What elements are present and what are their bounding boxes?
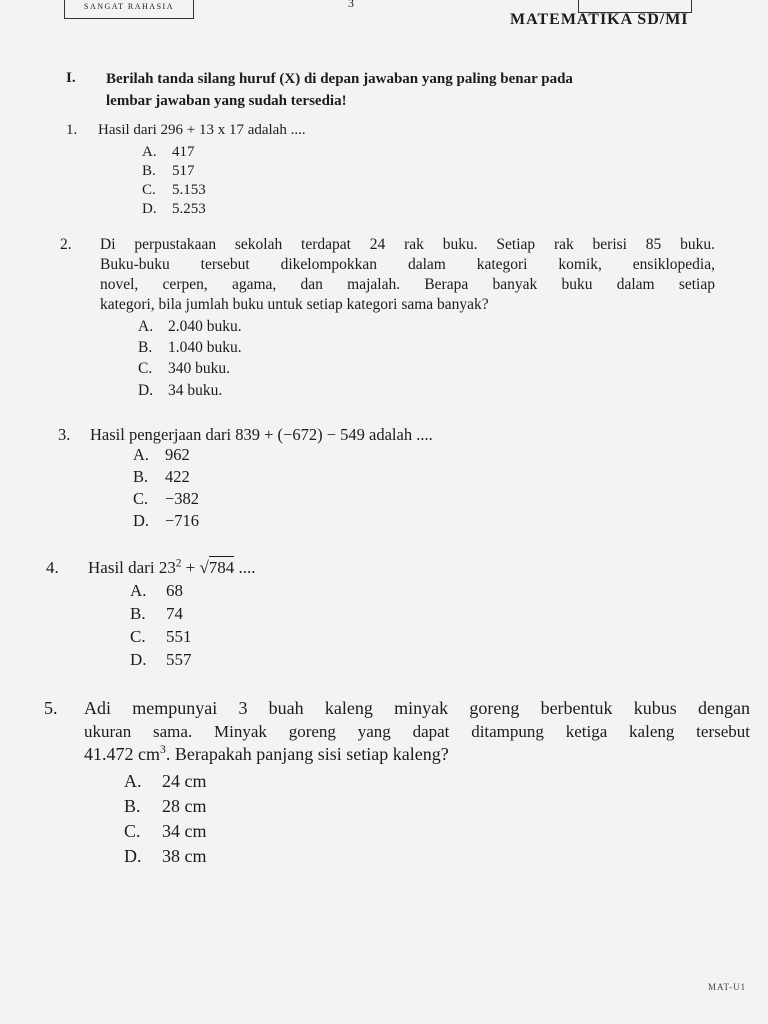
exponent: 2 [175,557,182,570]
section-number: I. [66,70,76,86]
subject-title: MATEMATIKA SD/MI [510,11,689,28]
option-text: 5.153 [172,182,206,198]
question-text-line [84,743,750,766]
option-label: B. [133,467,149,486]
option-label: A. [138,318,154,335]
option-label: D. [133,511,150,530]
question-text: Hasil dari 296 + 13 x 17 adalah .... [98,122,306,138]
option-text: 417 [172,144,195,160]
option-3a[interactable] [133,445,190,465]
option-text: −382 [165,489,200,508]
option-text: 34 cm [162,821,207,841]
option-label: B. [138,339,153,356]
option-4a[interactable] [130,581,183,601]
question-number: 5. [44,698,58,718]
question-text-line: Adi mempunyai 3 buah kaleng minyak goreng berbentuk kubus dengan [84,698,750,718]
option-1a[interactable] [142,144,195,161]
question-number: 2. [60,236,72,253]
option-text: 38 cm [162,846,207,866]
option-3b[interactable] [133,467,190,487]
option-5d[interactable] [124,846,207,867]
question-text-line: ukuran sama. Minyak goreng yang dapat ditampung ketiga kaleng tersebut [84,722,750,741]
page-number: 3 [348,0,354,10]
option-label: D. [142,201,157,217]
option-label: C. [142,182,156,198]
option-1c[interactable] [142,182,206,199]
option-label: C. [124,821,141,841]
option-5b[interactable] [124,796,207,817]
footer-code: MAT-U1 [708,982,747,992]
question-text-line: Buku-buku tersebut dikelompokkan dalam kategori komik, ensiklopedia, [100,256,715,273]
option-label: A. [124,771,142,791]
radicand: 784 [208,558,235,577]
option-label: A. [142,144,157,160]
exponent: 3 [160,743,166,756]
option-text: 551 [166,627,192,646]
option-text: 28 cm [162,796,207,816]
option-label: C. [130,627,146,646]
option-label: D. [124,846,142,866]
question-text: Hasil pengerjaan dari 839 + (−672) − 549 adalah .... [90,425,433,444]
option-text: 74 [166,604,183,623]
option-label: C. [133,489,149,508]
option-4b[interactable] [130,604,183,624]
option-label: B. [130,604,146,623]
option-text: −716 [165,511,200,530]
section-instruction [106,68,706,112]
option-text: 2.040 buku. [168,318,242,335]
option-1d[interactable] [142,201,206,218]
option-1b[interactable] [142,163,195,180]
option-text: 5.253 [172,201,206,217]
option-2d[interactable] [138,382,222,400]
confidential-stamp: SANGAT RAHASIA [64,0,194,19]
question-text [88,558,256,578]
square-root-symbol: √784 [199,558,235,577]
option-text: 24 cm [162,771,207,791]
option-label: A. [133,445,150,464]
instruction-line-2: lembar jawaban yang sudah tersedia! [106,93,347,109]
option-text: 340 buku. [168,360,230,377]
question-text-line: novel, cerpen, agama, dan majalah. Berapa banyak buku dalam setiap [100,276,715,293]
option-2b[interactable] [138,339,242,357]
option-text: 962 [165,445,190,464]
option-2c[interactable] [138,360,230,378]
option-5c[interactable] [124,821,207,842]
question-text-line: kategori, bila jumlah buku untuk setiap kategori sama banyak? [100,296,489,313]
option-label: A. [130,581,147,600]
option-4c[interactable] [130,627,192,647]
option-4d[interactable] [130,650,192,670]
option-2a[interactable] [138,318,242,336]
option-text: 1.040 buku. [168,339,242,356]
option-text: 557 [166,650,192,669]
question-text-part: .... [234,558,256,577]
instruction-line-1: Berilah tanda silang huruf (X) di depan jawaban yang paling benar pada [106,71,573,87]
question-text-part: Hasil dari 23 [88,558,176,577]
option-3d[interactable] [133,511,199,531]
option-label: C. [138,360,153,377]
option-5a[interactable] [124,771,207,792]
option-text: 68 [166,581,183,600]
question-text-part: 41.472 cm [84,744,160,764]
option-label: B. [142,163,156,179]
option-text: 422 [165,467,190,486]
option-label: D. [138,382,154,399]
option-3c[interactable] [133,489,199,509]
question-text-part: + [181,558,200,577]
question-text-part: . Berapakah panjang sisi setiap kaleng? [165,744,449,764]
option-label: B. [124,796,141,816]
option-label: D. [130,650,147,669]
option-text: 34 buku. [168,382,223,399]
question-number: 4. [46,558,59,577]
question-number: 1. [66,122,78,138]
option-text: 517 [172,163,195,179]
question-text-line: Di perpustakaan sekolah terdapat 24 rak buku. Setiap rak berisi 85 buku. [100,236,715,253]
question-number: 3. [58,425,71,444]
